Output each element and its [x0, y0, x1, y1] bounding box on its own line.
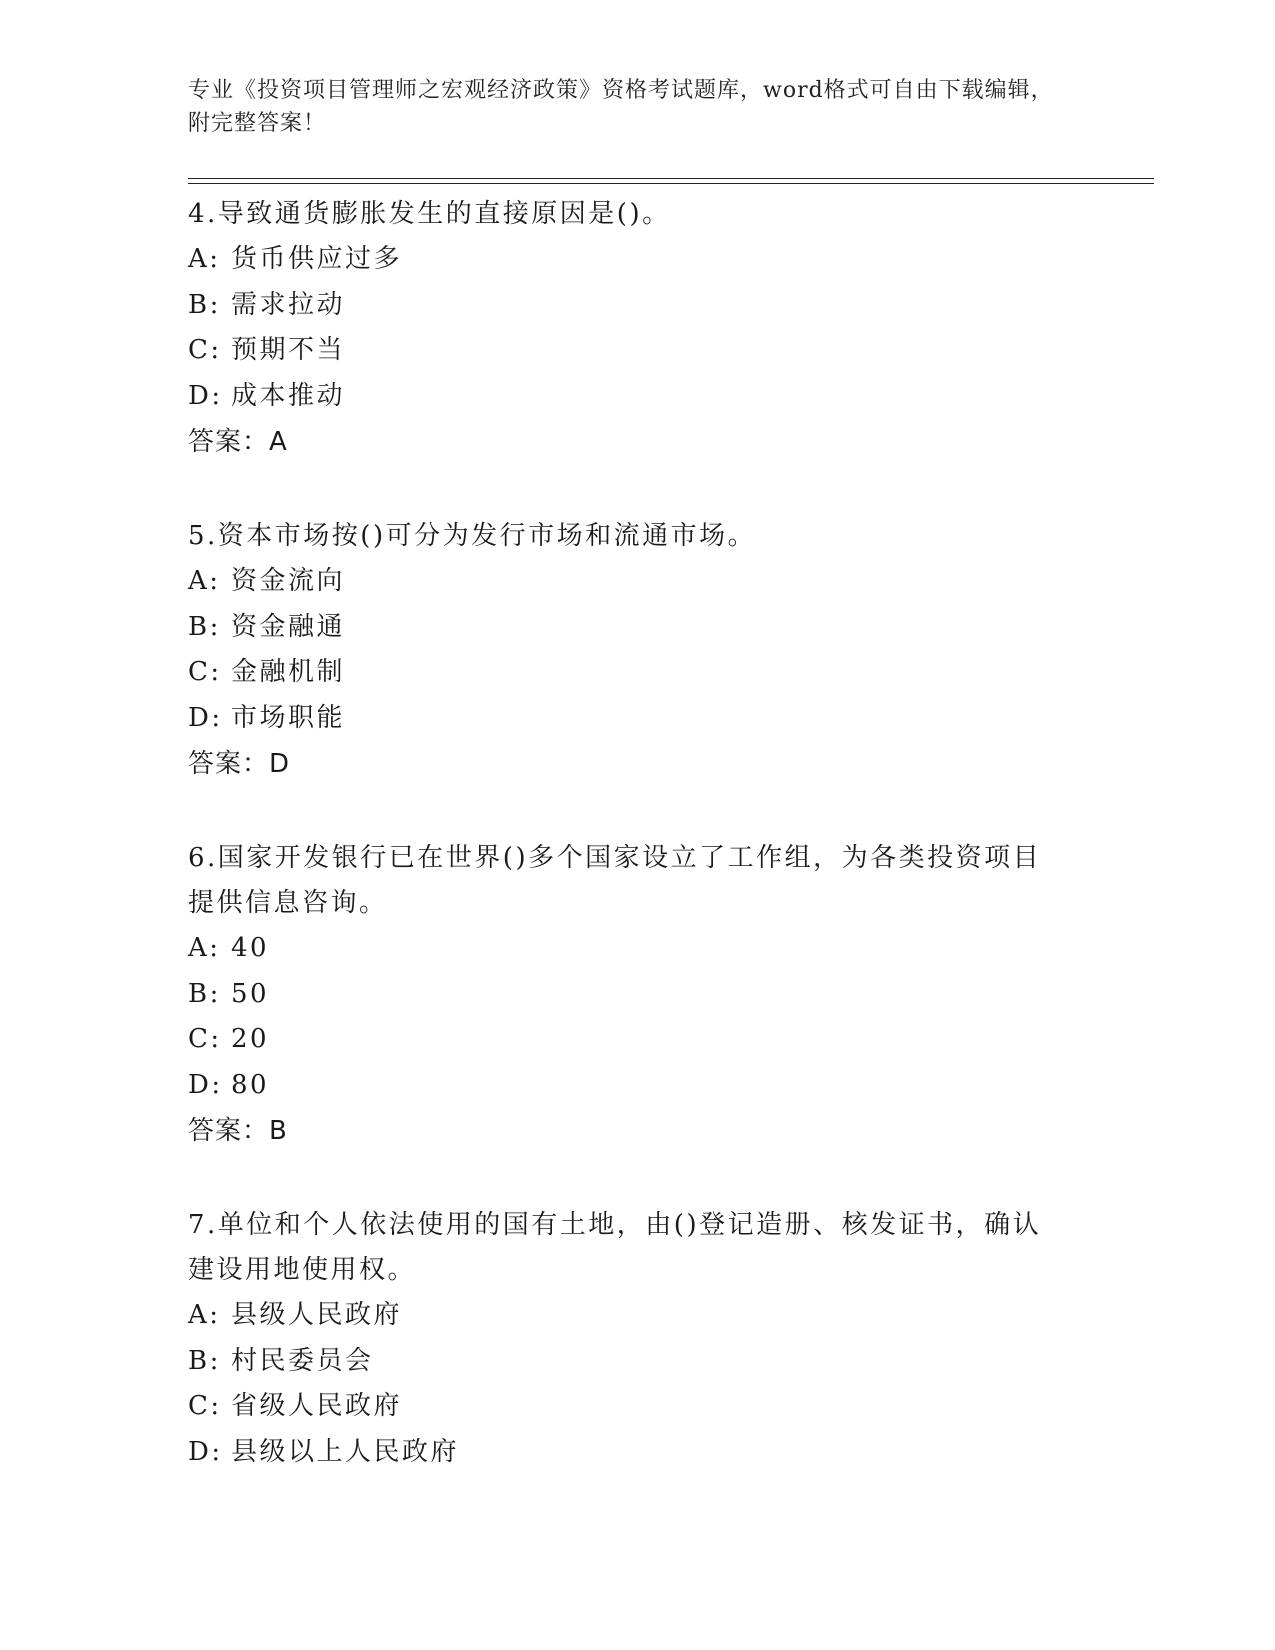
option-text: 资金流向	[231, 566, 346, 596]
option-key: C:	[188, 657, 222, 687]
document-header: 专业《投资项目管理师之宏观经济政策》资格考试题库，word格式可自由下载编辑，附完整答案！	[188, 78, 1054, 136]
answer-line: 答案：A	[188, 427, 288, 457]
option-d	[188, 1430, 1068, 1476]
option-key: D:	[188, 702, 223, 733]
question-7	[188, 1203, 1068, 1475]
option-key: B:	[188, 1345, 221, 1376]
header-divider-top	[188, 178, 1154, 179]
question-5	[188, 514, 1068, 787]
option-key: A:	[188, 933, 221, 963]
question-stem: 7.单位和个人依法使用的国有土地，由()登记造册、核发证书，确认建设用地使用权。	[188, 1210, 1042, 1285]
option-text: 金融机制	[231, 657, 346, 687]
option-key: A:	[188, 244, 221, 274]
option-key: A:	[188, 566, 221, 596]
option-key: A:	[188, 1300, 221, 1330]
answer-line: 答案：D	[188, 749, 291, 779]
option-a	[188, 237, 1068, 283]
question-stem: 5.资本市场按()可分为发行市场和流通市场。	[188, 521, 757, 551]
question-list	[188, 192, 1068, 1475]
question-6	[188, 836, 1068, 1154]
option-d	[188, 374, 1068, 420]
option-b	[188, 1339, 1068, 1385]
option-b	[188, 972, 1068, 1018]
option-key: C:	[188, 1391, 222, 1421]
option-text: 80	[231, 1069, 270, 1100]
option-text: 村民委员会	[231, 1345, 374, 1376]
option-key: D:	[188, 380, 223, 411]
option-text: 货币供应过多	[231, 244, 403, 274]
option-key: D:	[188, 1436, 223, 1467]
option-c	[188, 328, 1068, 374]
option-text: 省级人民政府	[231, 1391, 403, 1421]
option-text: 预期不当	[231, 335, 346, 365]
option-key: B:	[188, 611, 221, 642]
option-text: 资金融通	[231, 611, 346, 642]
option-key: B:	[188, 289, 221, 320]
option-a	[188, 1293, 1068, 1339]
option-d	[188, 1063, 1068, 1109]
option-text: 成本推动	[231, 380, 346, 411]
option-b	[188, 283, 1068, 329]
option-a	[188, 559, 1068, 605]
question-stem: 4.导致通货膨胀发生的直接原因是()。	[188, 199, 671, 229]
option-c	[188, 1017, 1068, 1063]
option-c	[188, 650, 1068, 696]
option-text: 需求拉动	[231, 289, 346, 320]
option-c	[188, 1384, 1068, 1430]
option-b	[188, 605, 1068, 651]
option-text: 县级以上人民政府	[231, 1436, 460, 1467]
option-key: C:	[188, 335, 222, 365]
option-text: 40	[231, 933, 270, 963]
option-a	[188, 926, 1068, 972]
option-d	[188, 696, 1068, 742]
question-4	[188, 192, 1068, 465]
question-stem: 6.国家开发银行已在世界()多个国家设立了工作组，为各类投资项目提供信息咨询。	[188, 843, 1042, 918]
option-key: C:	[188, 1024, 222, 1054]
answer-line: 答案：B	[188, 1116, 288, 1146]
option-key: B:	[188, 978, 221, 1009]
option-key: D:	[188, 1069, 223, 1100]
option-text: 20	[231, 1024, 270, 1054]
option-text: 50	[231, 978, 270, 1009]
option-text: 市场职能	[231, 702, 346, 733]
option-text: 县级人民政府	[231, 1300, 403, 1330]
header-divider-bottom	[188, 183, 1154, 184]
